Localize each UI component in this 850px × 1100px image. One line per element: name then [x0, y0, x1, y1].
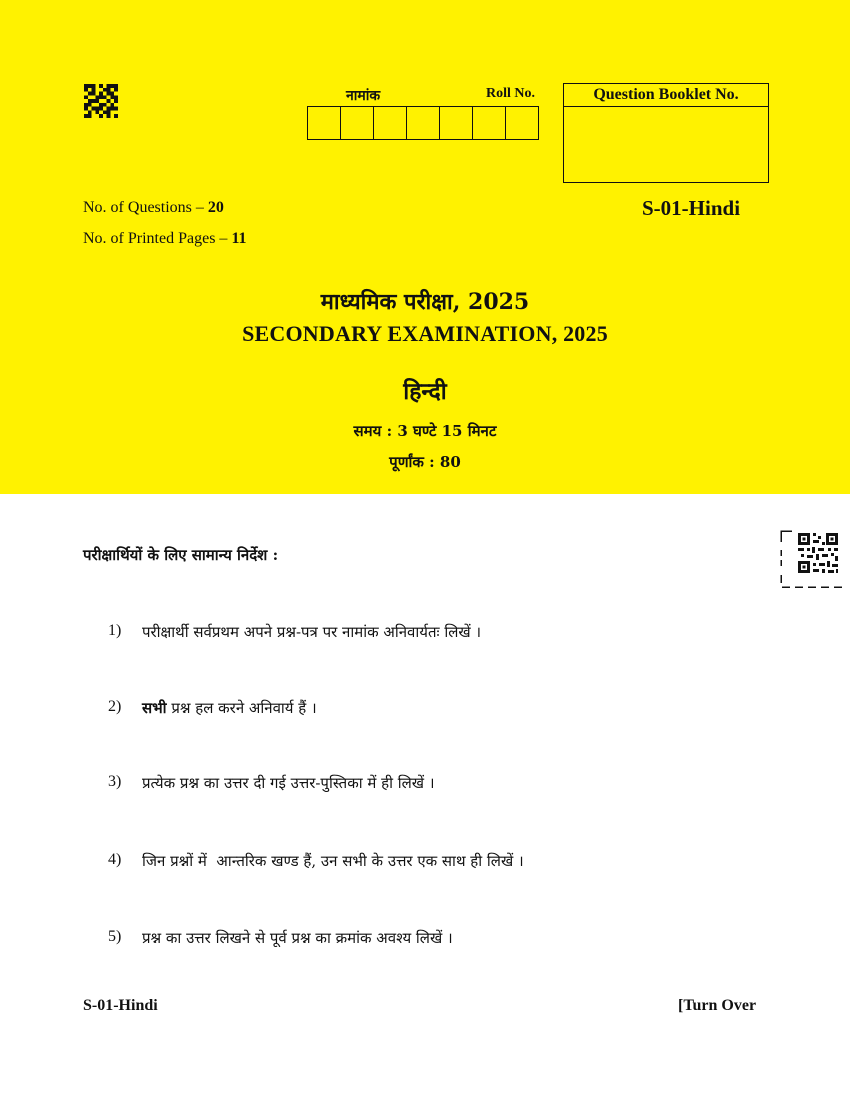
item-number: 2)	[108, 698, 122, 715]
roll-digit-box[interactable]	[506, 107, 538, 139]
list-item	[108, 928, 453, 948]
questions-label: No. of Questions –	[83, 199, 208, 216]
questions-value: 20	[207, 199, 224, 216]
roll-number-boxes[interactable]	[307, 106, 539, 140]
pages-count	[83, 230, 247, 248]
item-text: जिन प्रश्नों में आन्तरिक खण्ड हैं, उन सभी के उत्तर एक साथ ही लिखें ।	[142, 852, 524, 870]
roll-digit-box[interactable]	[407, 107, 440, 139]
exam-title-english: SECONDARY EXAMINATION, 2025	[242, 321, 608, 346]
item-bold-text: सभी	[142, 699, 167, 717]
turn-over-label: [Turn Over	[678, 997, 757, 1014]
exam-title-hindi: माध्यमिक परीक्षा, 2025	[320, 289, 530, 315]
roll-digit-box[interactable]	[374, 107, 407, 139]
questions-count	[83, 199, 224, 217]
item-number: 1)	[108, 622, 122, 639]
item-number: 3)	[108, 773, 122, 790]
roll-label-hindi: नामांक	[346, 88, 381, 104]
list-item	[108, 773, 435, 793]
item-text: प्रत्येक प्रश्न का उत्तर दी गई उत्तर-पुस्तिका में ही लिखें ।	[142, 774, 435, 792]
item-text: परीक्षार्थी सर्वप्रथम अपने प्रश्न-पत्र पर नामांक अनिवार्यतः लिखें ।	[142, 623, 482, 641]
item-text: प्रश्न का उत्तर लिखने से पूर्व प्रश्न का क्रमांक अवश्य लिखें ।	[142, 929, 453, 947]
qr-code-icon	[780, 530, 846, 588]
roll-digit-box[interactable]	[308, 107, 341, 139]
instructions-heading: परीक्षार्थियों के लिए सामान्य निर्देश :	[83, 546, 279, 564]
list-item	[108, 698, 317, 718]
pages-value: 11	[231, 230, 247, 247]
roll-label-english: Roll No.	[486, 86, 535, 101]
exam-duration: समय : 3 घण्टे 15 मिनट	[353, 422, 497, 440]
footer-paper-code: S-01-Hindi	[83, 997, 158, 1014]
paper-code: S-01-Hindi	[642, 196, 741, 220]
max-marks: पूर्णांक : 80	[389, 453, 461, 471]
list-item	[108, 622, 481, 642]
booklet-label: Question Booklet No.	[564, 84, 768, 107]
question-booklet-box[interactable]	[563, 83, 769, 183]
item-number: 4)	[108, 851, 122, 868]
subject-title: हिन्दी	[403, 378, 447, 405]
roll-digit-box[interactable]	[440, 107, 473, 139]
item-text: प्रश्न हल करने अनिवार्य हैं ।	[166, 699, 317, 717]
pages-label: No. of Printed Pages –	[83, 230, 232, 247]
roll-digit-box[interactable]	[341, 107, 374, 139]
qr-code-icon	[83, 84, 119, 118]
list-item	[108, 851, 524, 871]
roll-digit-box[interactable]	[473, 107, 506, 139]
item-number: 5)	[108, 928, 122, 945]
